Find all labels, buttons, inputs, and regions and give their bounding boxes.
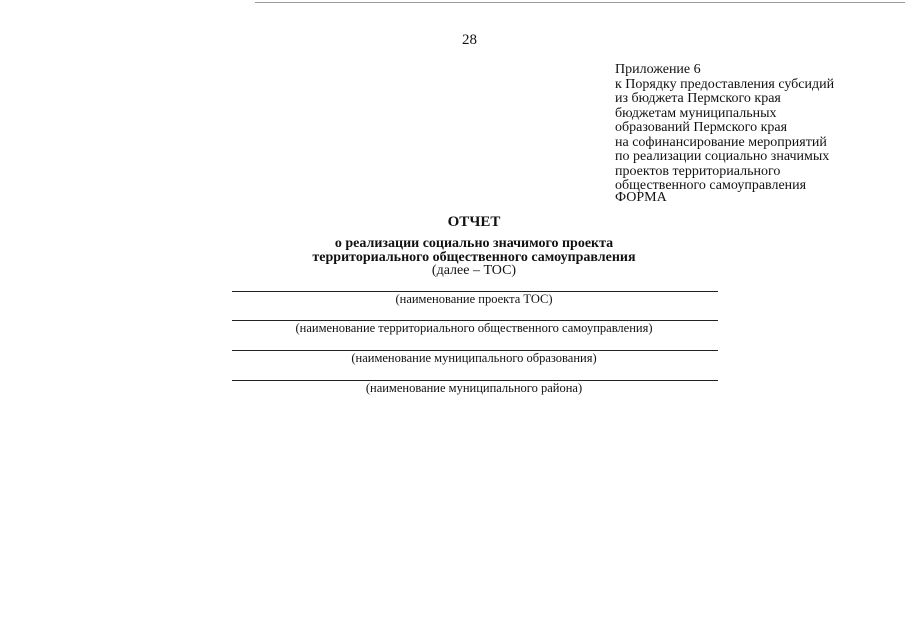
appendix-line: проектов территориального [615,163,781,179]
page-number: 28 [462,32,477,48]
report-title: ОТЧЕТ [447,214,501,230]
appendix-line: общественного самоуправления [615,178,807,193]
appendix-line: на софинансирование мероприятий [615,134,827,150]
form-label: ФОРМА [615,190,667,205]
appendix-line: из бюджета Пермского края [615,91,781,106]
top-scan-border [255,2,905,3]
tos-name-caption: (наименование территориального общественного самоуправления) [295,321,653,335]
appendix-line: Приложение 6 [615,62,701,77]
appendix-header [615,63,834,194]
appendix-line: бюджетам муниципальных [615,105,777,121]
appendix-line: по реализации социально значимых [615,149,830,164]
district-name-caption: (наименование муниципального района) [365,381,583,395]
project-name-caption: (наименование проекта ТОС) [395,292,553,306]
report-subtitle-note: (далее – ТОС) [431,263,517,278]
report-subtitle-line: о реализации социально значимого проекта [334,236,614,251]
report-subtitle-line: территориального общественного самоуправления [312,249,636,265]
appendix-line: образований Пермского края [615,120,788,135]
municipality-name-caption: (наименование муниципального образования) [351,351,597,365]
report-subtitle [200,237,748,278]
appendix-line: к Порядку предоставления субсидий [615,76,835,92]
